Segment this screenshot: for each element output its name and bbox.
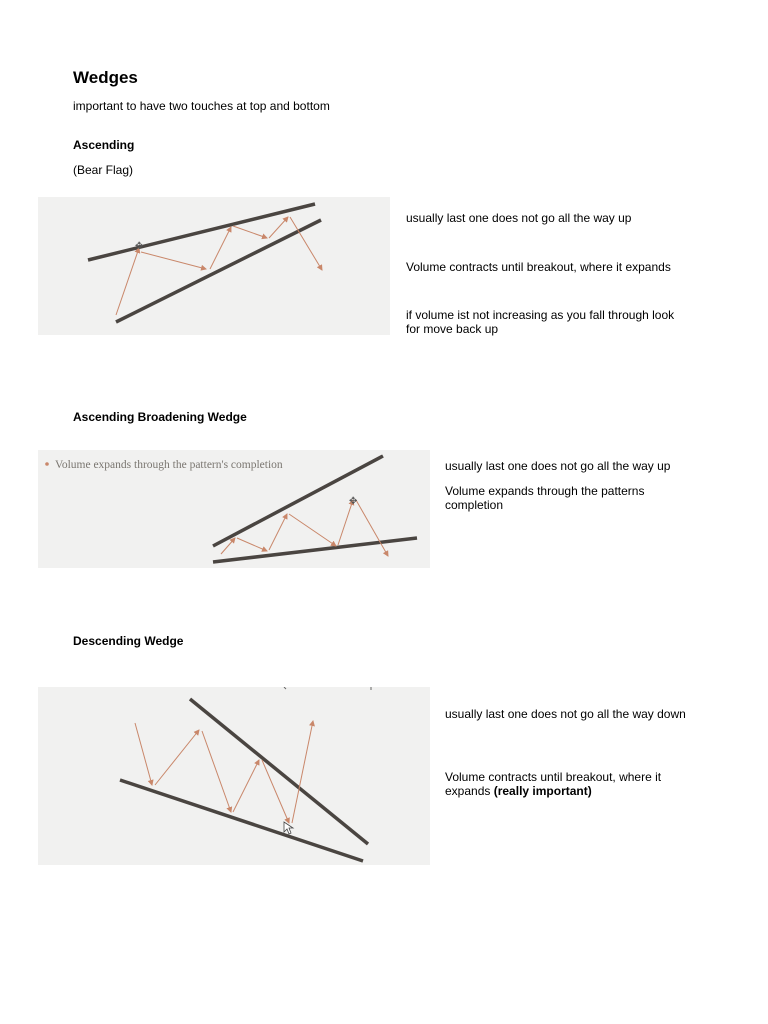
section-subheading-bear-flag: (Bear Flag) bbox=[73, 163, 134, 177]
cursor-icon: ✥ bbox=[135, 241, 144, 252]
upper-trendline bbox=[88, 204, 315, 260]
cutoff-mark bbox=[284, 687, 286, 689]
lower-trendline bbox=[213, 538, 417, 562]
ascending-broadening-wedge-diagram bbox=[38, 450, 430, 568]
slide-text: Volume expands through the pattern's completion bbox=[55, 459, 283, 471]
ascending-note-2: Volume contracts until breakout, where it expands bbox=[406, 260, 671, 274]
cursor-icon bbox=[284, 822, 293, 834]
page-title: Wedges bbox=[73, 68, 138, 87]
section-heading-ascending: Ascending bbox=[73, 138, 135, 152]
descending-note-2-text: Volume contracts until breakout, where it expands bbox=[445, 770, 662, 798]
broadening-note-2: Volume expands through the patterns completion bbox=[445, 484, 645, 512]
intro-text: important to have two touches at top and bottom bbox=[73, 99, 330, 113]
section-heading-descending-wedge: Descending Wedge bbox=[73, 634, 184, 648]
lower-trendline bbox=[116, 220, 321, 322]
section-heading-ascending-broadening-wedge: Ascending Broadening Wedge bbox=[73, 410, 247, 424]
broadening-note-1: usually last one does not go all the way up bbox=[445, 459, 671, 473]
ascending-note-1: usually last one does not go all the way up bbox=[406, 211, 632, 225]
cursor-icon: ✥ bbox=[349, 496, 358, 507]
price-arrows bbox=[116, 217, 322, 315]
ascending-wedge-diagram bbox=[38, 197, 390, 335]
descending-wedge-diagram bbox=[38, 687, 430, 865]
price-arrows bbox=[135, 721, 313, 823]
ascending-note-3: if volume ist not increasing as you fall through look for move back up bbox=[406, 308, 675, 336]
descending-note-2 bbox=[445, 770, 695, 798]
lower-trendline bbox=[120, 780, 363, 861]
descending-note-2-emphasis: (really important) bbox=[493, 784, 592, 798]
descending-note-1: usually last one does not go all the way down bbox=[445, 707, 686, 721]
bullet-icon bbox=[45, 462, 49, 466]
